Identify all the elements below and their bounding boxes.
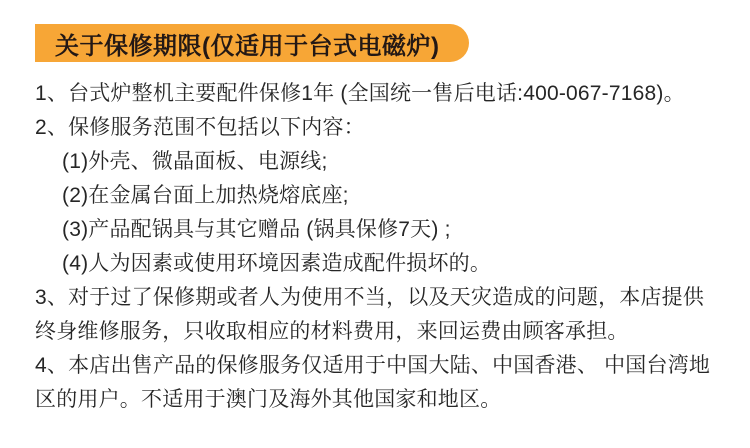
warranty-title-badge (35, 24, 469, 62)
warranty-term-line: 区的用户。不适用于澳门及海外其他国家和地区。 (35, 388, 502, 411)
page-title: 关于保修期限(仅适用于台式电磁炉) (55, 32, 440, 60)
warranty-term-line: 2、保修服务范围不包括以下内容： (35, 116, 365, 139)
warranty-term-line: 3、对于过了保修期或者人为使用不当，以及天灾造成的问题，本店提供 (35, 286, 705, 309)
warranty-term-line: (2)在金属台面上加热烧熔底座; (62, 184, 349, 207)
warranty-term-line: (4)人为因素或使用环境因素造成配件损坏的。 (62, 252, 492, 275)
warranty-term-line: (1)外壳、微晶面板、电源线; (62, 150, 328, 173)
warranty-term-line: 4、本店出售产品的保修服务仅适用于中国大陆、中国香港、 中国台湾地 (35, 354, 711, 377)
warranty-term-line: (3)产品配锅具与其它赠品 (锅具保修7天) ; (62, 218, 451, 241)
warranty-term-line: 1、台式炉整机主要配件保修1年 (全国统一售后电话:400-067-7168)。 (35, 82, 685, 105)
warranty-terms-list (35, 77, 735, 417)
warranty-term-line: 终身维修服务，只收取相应的材料费用，来回运费由顾客承担。 (35, 320, 629, 343)
